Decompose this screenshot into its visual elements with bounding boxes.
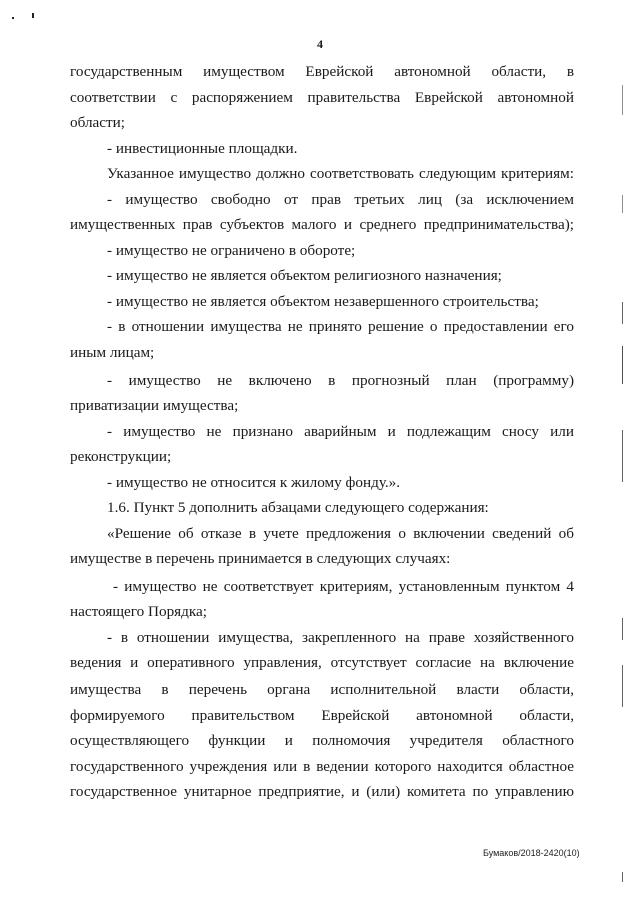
scan-mark — [622, 665, 623, 707]
text-line: настоящего Порядка; — [70, 603, 207, 620]
text-line: «Решение об отказе в учете предложения о включении сведений об — [107, 525, 574, 542]
scan-mark — [622, 85, 623, 115]
scan-mark — [622, 346, 623, 384]
text-line: - имущество не является объектом незавершенного строительства; — [107, 293, 539, 310]
scan-mark — [32, 13, 34, 18]
text-line: - имущество не включено в прогнозный план (программу) — [107, 372, 574, 389]
text-line: приватизации имущества; — [70, 397, 239, 414]
text-line: - имущество не является объектом религиозного назначения; — [107, 267, 502, 284]
text-line: иным лицам; — [70, 344, 155, 361]
scan-mark — [622, 872, 623, 882]
text-line: области; — [70, 114, 125, 131]
text-line: - в отношении имущества, закрепленного на праве хозяйственного — [107, 629, 574, 646]
text-line: Указанное имущество должно соответствовать следующим критериям: — [107, 165, 574, 182]
text-line: - имущество не ограничено в обороте; — [107, 242, 356, 259]
text-line: - имущество не признано аварийным и подлежащим сносу или — [107, 423, 574, 440]
scan-mark — [622, 302, 623, 324]
text-line: - имущество не соответствует критериям, установленным пунктом 4 — [113, 578, 574, 595]
text-line: - в отношении имущества не принято решение о предоставлении его — [107, 318, 574, 335]
text-line: реконструкции; — [70, 448, 172, 465]
text-line: имущества в перечень органа исполнительной власти области, — [70, 681, 574, 698]
text-line: - имущество не относится к жилому фонду.». — [107, 474, 401, 491]
page-number: 4 — [317, 37, 323, 51]
text-line: имущественных прав субъектов малого и среднего предпринимательства); — [70, 216, 574, 233]
text-line: формируемого правительством Еврейской автономной области, — [70, 707, 574, 724]
text-line: ведения и оперативного управления, отсутствует согласие на включение — [70, 654, 574, 671]
text-line: 1.6. Пункт 5 дополнить абзацами следующего содержания: — [107, 499, 489, 516]
scan-mark — [622, 618, 623, 640]
text-line: - имущество свободно от прав третьих лиц (за исключением — [107, 191, 574, 208]
text-line: соответствии с распоряжением правительства Еврейской автономной — [70, 89, 574, 106]
text-line: государственного учреждения или в ведении которого находится областное — [70, 758, 574, 775]
text-line: осуществляющего функции и полномочия учредителя областного — [70, 732, 574, 749]
document-footer: Бумаков/2018-2420(10) — [483, 848, 580, 858]
text-line: государственное унитарное предприятие, и (или) комитета по управлению — [70, 783, 574, 800]
scan-mark — [622, 195, 623, 213]
text-line: - инвестиционные площадки. — [107, 140, 298, 157]
scan-mark — [622, 430, 623, 482]
text-line: имуществе в перечень принимается в следующих случаях: — [70, 550, 451, 567]
scan-mark — [12, 17, 14, 19]
text-line: государственным имуществом Еврейской автономной области, в — [70, 63, 574, 80]
